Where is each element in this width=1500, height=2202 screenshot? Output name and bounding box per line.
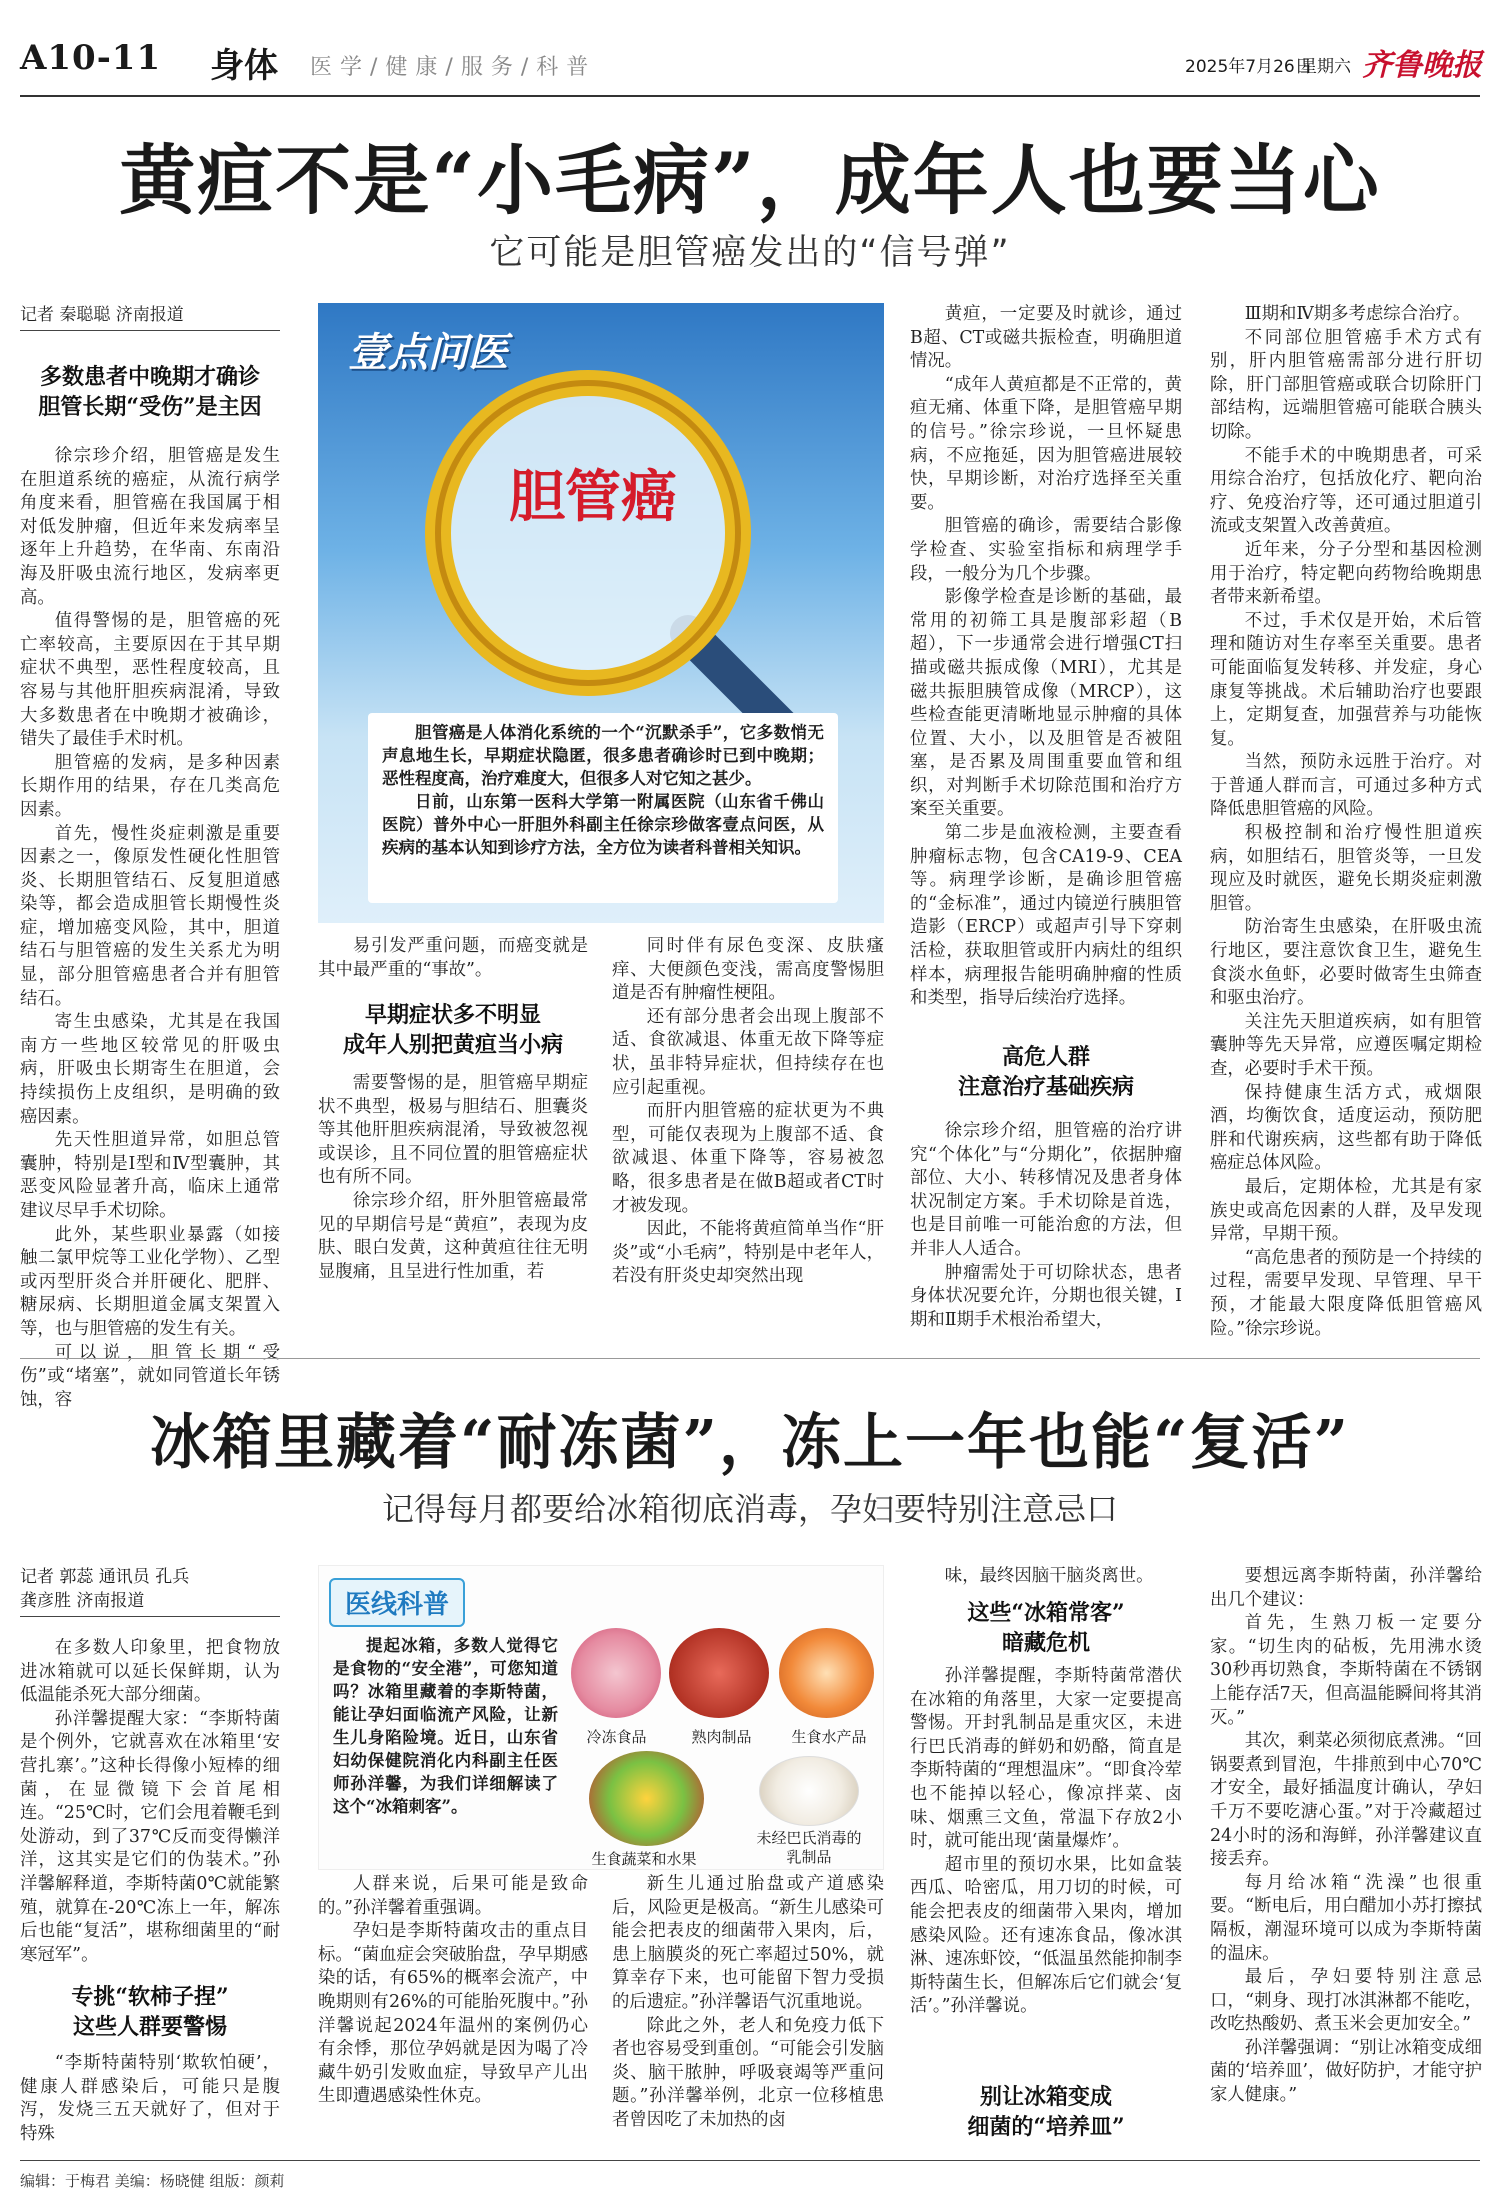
- article2-byline: [20, 1565, 280, 1617]
- paragraph: 不能手术的中晚期患者，可采用综合治疗，包括放化疗、靶向治疗、免疫治疗等，还可通过胆道引流或支架置入改善黄疸。: [1210, 445, 1482, 537]
- article2-subhead-3: 别让冰箱变成 细菌的“培养皿”: [967, 2084, 1125, 2140]
- article2-col1: [20, 1637, 280, 1967]
- article1-byline: 记者 秦聪聪 济南报道: [20, 303, 280, 331]
- paragraph: 肿瘤需处于可切除状态，患者身体状况要允许，分期也很关键，Ⅰ期和Ⅱ期手术根治希望大，: [910, 1262, 1182, 1330]
- article1-subhead-3: 高危人群 注意治疗基础疾病: [957, 1044, 1134, 1100]
- paragraph: 第二步是血液检测，主要查看肿瘤标志物，包含CA19-9、CEA等。病理学诊断，是确诊胆管癌的“金标准”，通过内镜逆行胰胆管造影（ERCP）或超声引导下穿刺活检，获取胆管或肝内病灶的组织样本，病理报告能明确肿瘤的性质和类型，指导后续治疗选择。: [910, 823, 1182, 1009]
- article1-subtitle: 它可能是胆管癌发出的“信号弹”: [489, 233, 1011, 273]
- paragraph: 味，最终因脑干脑炎离世。: [944, 1566, 1154, 1586]
- article1-col2: [318, 935, 588, 985]
- article1-subhead-1: 多数患者中晚期才确诊 胆管长期“受伤”是主因: [38, 364, 262, 420]
- paragraph: 徐宗珍介绍，胆管癌是发生在胆道系统的癌症，从流行病学角度来看，胆管癌在我国属于相对低发肿瘤，但近年来发病率呈逐年上升趋势，在华南、东南沿海及肝吸虫流行地区，发病率更高。: [20, 446, 280, 608]
- food-cooked-meat: [669, 1628, 769, 1718]
- paragraph: 人群来说，后果可能是致命的。”孙洋馨着重强调。: [318, 1874, 588, 1918]
- paragraph: Ⅲ期和Ⅳ期多考虑综合治疗。: [1244, 304, 1471, 324]
- article2-subhead-1: 专挑“软柿子捏” 这些人群要警惕: [71, 1984, 229, 2040]
- newspaper-logo: 齐鲁晚报: [1362, 48, 1482, 83]
- badge-yixiankepu: 医线科普: [329, 1578, 465, 1627]
- paragraph: 易引发严重问题，而癌变就是其中最严重的“事故”。: [318, 936, 588, 980]
- paragraph: 徐宗珍介绍，胆管癌的治疗讲究“个体化”与“分期化”，依据肿瘤部位、大小、转移情况及患者身体状况制定方案。手术切除是首选，也是目前唯一可能治愈的方法，但并非人人适合。: [910, 1121, 1182, 1259]
- paragraph: 同时伴有尿色变深、皮肤瘙痒、大便颜色变浅，需高度警惕胆道是否有肿瘤性梗阻。: [612, 936, 884, 1004]
- paragraph: 先天性胆道异常，如胆总管囊肿，特别是Ⅰ型和Ⅳ型囊肿，其恶变风险显著升高，临床上通常建议尽早手术切除。: [20, 1130, 280, 1221]
- paragraph: 孕妇是李斯特菌攻击的重点目标。“菌血症会突破胎盘，孕早期感染的话，有65%的概率会流产，中晚期则有26%的可能胎死腹中。”孙洋馨说起2024年温州的案例仍心有余悸，那位孕妈就是因为喝了冷藏牛奶引发败血症，导致早产儿出生即遭遇感染性休克。: [318, 1921, 588, 2107]
- paragraph: 超市里的预切水果，比如盒装西瓜、哈密瓜，用刀切的时候，可能会把表皮的细菌带入果肉，增加感染风险。还有速冻食品，像冰淇淋、速冻虾饺，“低温虽然能抑制李斯特菌生长，但解冻后它们就会‘复活’。”孙洋馨说。: [910, 1854, 1182, 2017]
- paragraph: 孙洋馨提醒大家：“李斯特菌是个例外，它就喜欢在冰箱里‘安营扎寨’。”这种长得像小短棒的细菌，在显微镜下会首尾相连。“25℃时，它们会甩着鞭毛到处游动，到了37℃反而变得懒洋洋，这其实是它们的伪装术。”孙洋馨解释道，李斯特菌0℃就能繁殖，就算在-20℃冻上一年，解冻后也能“复活”，堪称细菌里的“耐寒冠军”。: [20, 1708, 280, 1965]
- section-name: 身体: [210, 46, 278, 86]
- paragraph: 首先，慢性炎症刺激是重要因素之一，像原发性硬化性胆管炎、长期胆管结石、反复胆道感染等，都会造成胆管长期慢性炎症，增加癌变风险，其中，胆道结石与胆管癌的发生关系尤为明显，部分胆管癌患者合并有胆管结石。: [20, 823, 280, 1009]
- article1-col1: [20, 445, 280, 1410]
- food-cooked-meat-label: 熟肉制品: [691, 1728, 752, 1746]
- intro-box: [368, 713, 838, 903]
- section-divider: [20, 1358, 1480, 1359]
- paragraph: 寄生虫感染，尤其是在我国南方一些地区较常见的肝吸虫病，肝吸虫长期寄生在胆道，会持续损伤上皮组织，是明确的致癌因素。: [20, 1012, 280, 1127]
- paragraph: “成年人黄疸都是不正常的，黄疸无痛、体重下降，是胆管癌早期的信号。”徐宗珍说，一旦怀疑患病，不应拖延，因为胆管癌进展较快，早期诊断，对治疗选择至关重要。: [910, 374, 1182, 513]
- article2-col3: [612, 1873, 884, 2148]
- article1-col5: [1210, 303, 1482, 1339]
- paragraph: 最后，定期体检，尤其是有家族史或高危因素的人群，及早发现异常，早期干预。: [1210, 1176, 1482, 1245]
- food-produce: [589, 1751, 704, 1846]
- paragraph: 近年来，分子分型和基因检测用于治疗，特定靶向药物给晚期患者带来新希望。: [1210, 539, 1482, 608]
- paragraph: 新生儿通过胎盘或产道感染后，风险更是极高。“新生儿感染可能会把表皮的细菌带入果肉，后，患上脑膜炎的死亡率超过50%，就算幸存下来，也可能留下智力受损的后遗症。”孙洋馨语气沉重地说。: [612, 1874, 884, 2012]
- paragraph: 此外，某些职业暴露（如接触二氯甲烷等工业化学物）、乙型或丙型肝炎合并肝硬化、肥胖、糖尿病、长期胆道金属支架置入等，也与胆管癌的发生有关。: [20, 1224, 280, 1339]
- paragraph: 胆管癌的发病，是多种因素长期作用的结果，存在几类高危因素。: [20, 752, 280, 820]
- paragraph: 胆管癌的确诊，需要结合影像学检查、实验室指标和病理学手段，一般分为几个步骤。: [910, 516, 1182, 584]
- article1-col4: [910, 303, 1182, 1023]
- paragraph: 防治寄生虫感染，在肝吸虫流行地区，要注意饮食卫生，避免生食淡水鱼虾，必要时做寄生虫筛查和驱虫治疗。: [1210, 917, 1482, 1009]
- issue-date: 2025年7月26日: [1185, 57, 1312, 77]
- paragraph: “李斯特菌特别‘欺软怕硬’，健康人群感染后，可能只是腹泻，发烧三五天就好了，但对于特殊: [20, 2053, 280, 2144]
- article1-subhead-2: 早期症状多不明显 成年人别把黄疸当小病: [342, 1002, 563, 1058]
- article2-col4: [910, 1565, 1182, 1591]
- food-dairy: [759, 1756, 859, 1826]
- paragraph: 首先，生熟刀板一定要分家。“切生肉的砧板，先用沸水烫30秒再切熟食，李斯特菌在不锈钢上能存活7天，但高温能瞬间将其消灭。”: [1210, 1613, 1482, 1728]
- paragraph: 不过，手术仅是开始，术后管理和随访对生存率至关重要。患者可能面临复发转移、并发症，身心康复等挑战。术后辅助治疗也要跟上，定期复查，加强营养与功能恢复。: [1210, 610, 1482, 749]
- paragraph: 孙洋馨提醒，李斯特菌常潜伏在冰箱的角落里，大家一定要提高警惕。开封乳制品是重灾区，未进行巴氏消毒的鲜奶和奶酪，简直是李斯特菌的“理想温床”。“即食冷荤也不能掉以轻心，像凉拌菜、卤味、烟熏三文鱼，常温下存放2小时，就可能出现‘菌量爆炸’。: [910, 1666, 1182, 1852]
- paragraph: 影像学检查是诊断的基础，最常用的初筛工具是腹部彩超（B超），下一步通常会进行增强CT扫描或磁共振成像（MRI），尤其是磁共振胆胰管成像（MRCP），这些检查能更清晰地显示肿瘤的具体位置、大小，以及胆管是否被阻塞，是否累及周围重要血管和组织，对判断手术切除范围和治疗方案至关重要。: [910, 587, 1182, 820]
- article1-feature-image: [318, 303, 884, 923]
- article2-byline-1: 记者 郭蕊 通讯员 孔兵: [20, 1567, 190, 1587]
- footer-rule: [20, 2160, 1480, 2161]
- paragraph: 保持健康生活方式，戒烟限酒，均衡饮食，适度运动，预防肥胖和代谢疾病，这些都有助于降低癌症总体风险。: [1210, 1082, 1482, 1174]
- paragraph: 要想远离李斯特菌，孙洋馨给出几个建议：: [1210, 1566, 1482, 1610]
- paragraph: 需要警惕的是，胆管癌早期症状不典型，极易与胆结石、胆囊炎等其他肝胆疾病混淆，导致被忽视或误诊，且不同位置的胆管癌症状也有所不同。: [318, 1073, 588, 1188]
- paragraph: 而肝内胆管癌的症状更为不典型，可能仅表现为上腹部不适、食欲减退、体重下降等，容易被忽略，很多患者是在做B超或者CT时才被发现。: [612, 1101, 884, 1216]
- food-seafood-label: 生食水产品: [791, 1728, 867, 1746]
- article1-headline: 黄疸不是“小毛病”，成年人也要当心: [119, 136, 1381, 225]
- paragraph: 黄疸，一定要及时就诊，通过B超、CT或磁共振检查，明确胆道情况。: [910, 304, 1182, 372]
- intro-paragraph-1: 胆管癌是人体消化系统的一个“沉默杀手”，它多数悄无声息地生长，早期症状隐匿，很多患者确诊时已到中晚期；恶性程度高，治疗难度大，但很多人对它知之甚少。: [382, 723, 824, 788]
- article2-subhead-2: 这些“冰箱常客” 暗藏危机: [967, 1600, 1125, 1656]
- header-rule: [20, 95, 1480, 97]
- footer-credits: 编辑：于梅君 美编：杨晓健 组版：颜莉: [20, 2172, 285, 2190]
- paragraph: 其次，剩菜必须彻底煮沸。“回锅要煮到冒泡，牛排煎到中心70℃才安全，最好插温度计确认，孕妇千万不要吃溏心蛋。”对于冷藏超过24小时的汤和海鲜，孙洋馨建议直接丢弃。: [1210, 1731, 1482, 1870]
- article2-col2: [318, 1873, 588, 2148]
- paragraph: 可以说，胆管长期“受伤”或“堵塞”，就如同管道长年锈蚀，容: [20, 1342, 280, 1410]
- article2-headline: 冰箱里藏着“耐冻菌”，冻上一年也能“复活”: [149, 1408, 1351, 1478]
- food-seafood: [779, 1628, 874, 1718]
- article2-col5: [1210, 1565, 1482, 2148]
- paragraph: 还有部分患者会出现上腹部不适、食欲减退、体重无故下降等症状，虽非特异症状，但持续存在也应引起重视。: [612, 1006, 884, 1098]
- article2-byline-2: 龚彦胜 济南报道: [20, 1591, 145, 1611]
- paragraph: 最后，孕妇要特别注意忌口，“刺身、现打冰淇淋都不能吃，改吃热酸奶、煮玉米会更加安全。”: [1210, 1967, 1482, 2035]
- paragraph: 关注先天胆道疾病，如有胆管囊肿等先天异常，应遵医嘱定期检查，必要时手术干预。: [1210, 1011, 1482, 1079]
- badge-yidianwenyi: 壹点问医: [348, 329, 508, 376]
- article1-col3: [612, 935, 884, 1335]
- food-dairy-label: 未经巴氏消毒的 乳制品: [756, 1829, 862, 1866]
- page-number: A10-11: [20, 38, 162, 78]
- paragraph: 孙洋馨强调：“别让冰箱变成细菌的‘培养皿’，做好防护，才能守护家人健康。”: [1210, 2037, 1482, 2106]
- article2-intro: 提起冰箱，多数人觉得它是食物的“安全港”，可您知道吗？冰箱里藏着的李斯特菌，能让孕妇面临流产风险，让新生儿身陷险境。近日，山东省妇幼保健院消化内科副主任医师孙洋馨，为我们详细解读了这个“冰箱刺客”。: [333, 1636, 558, 1816]
- paragraph: 每月给冰箱“洗澡”也很重要。“断电后，用白醋加小苏打擦拭隔板，潮湿环境可以成为李斯特菌的温床。: [1210, 1872, 1482, 1964]
- paragraph: “高危患者的预防是一个持续的过程，需要早发现、早管理、早干预，才能最大限度降低胆管癌风险。”徐宗珍说。: [1210, 1247, 1482, 1339]
- food-frozen: [571, 1628, 661, 1718]
- article2-col4b: [910, 1665, 1182, 2025]
- section-tagline: 医学/健康/服务/科普: [310, 55, 597, 80]
- food-produce-label: 生食蔬菜和水果: [591, 1850, 697, 1868]
- article1-col4b: [910, 1120, 1182, 1335]
- intro-paragraph-2: 日前，山东第一医科大学第一附属医院（山东省千佛山医院）普外中心一肝胆外科副主任徐宗珍做客壹点问医，从疾病的基本认知到诊疗方法，全方位为读者科普相关知识。: [382, 792, 824, 857]
- paragraph: 在多数人印象里，把食物放进冰箱就可以延长保鲜期，认为低温能杀死大部分细菌。: [20, 1638, 280, 1706]
- issue-weekday: 星期六: [1300, 57, 1351, 77]
- magnifier-label: 胆管癌: [509, 464, 677, 530]
- article2-feature-image: [318, 1565, 884, 1870]
- food-frozen-label: 冷冻食品: [586, 1728, 647, 1746]
- paragraph: 因此，不能将黄疸简单当作“肝炎”或“小毛病”，特别是中老年人，若没有肝炎史却突然出现: [612, 1219, 884, 1287]
- article2-subtitle: 记得每月都要给冰箱彻底消毒，孕妇要特别注意忌口: [381, 1490, 1118, 1528]
- article2-col1b: [20, 2052, 280, 2148]
- paragraph: 当然，预防永远胜于治疗。对于普通人群而言，可通过多种方式降低患胆管癌的风险。: [1210, 752, 1482, 820]
- paragraph: 徐宗珍介绍，肝外胆管癌最常见的早期信号是“黄疸”，表现为皮肤、眼白发黄，这种黄疸往往无明显腹痛，且呈进行性加重，若: [318, 1190, 588, 1282]
- article1-col2b: [318, 1072, 588, 1336]
- paragraph: 值得警惕的是，胆管癌的死亡率较高，主要原因在于其早期症状不典型，恶性程度较高，且容易与其他肝胆疾病混淆，导致大多数患者在中晚期才被确诊，错失了最佳手术时机。: [20, 611, 280, 750]
- paragraph: 除此之外，老人和免疫力低下者也容易受到重创。“可能会引发脑炎、脑干脓肿，呼吸衰竭等严重问题。”孙洋馨举例，北京一位移植患者曾因吃了未加热的卤: [612, 2015, 884, 2130]
- paragraph: 不同部位胆管癌手术方式有别，肝内胆管癌需部分进行肝切除，肝门部胆管癌或联合切除肝门部结构，远端胆管癌可能联合胰头切除。: [1210, 327, 1482, 442]
- paragraph: 积极控制和治疗慢性胆道疾病，如胆结石，胆管炎等，一旦发现应及时就医，避免长期炎症刺激胆管。: [1210, 823, 1482, 914]
